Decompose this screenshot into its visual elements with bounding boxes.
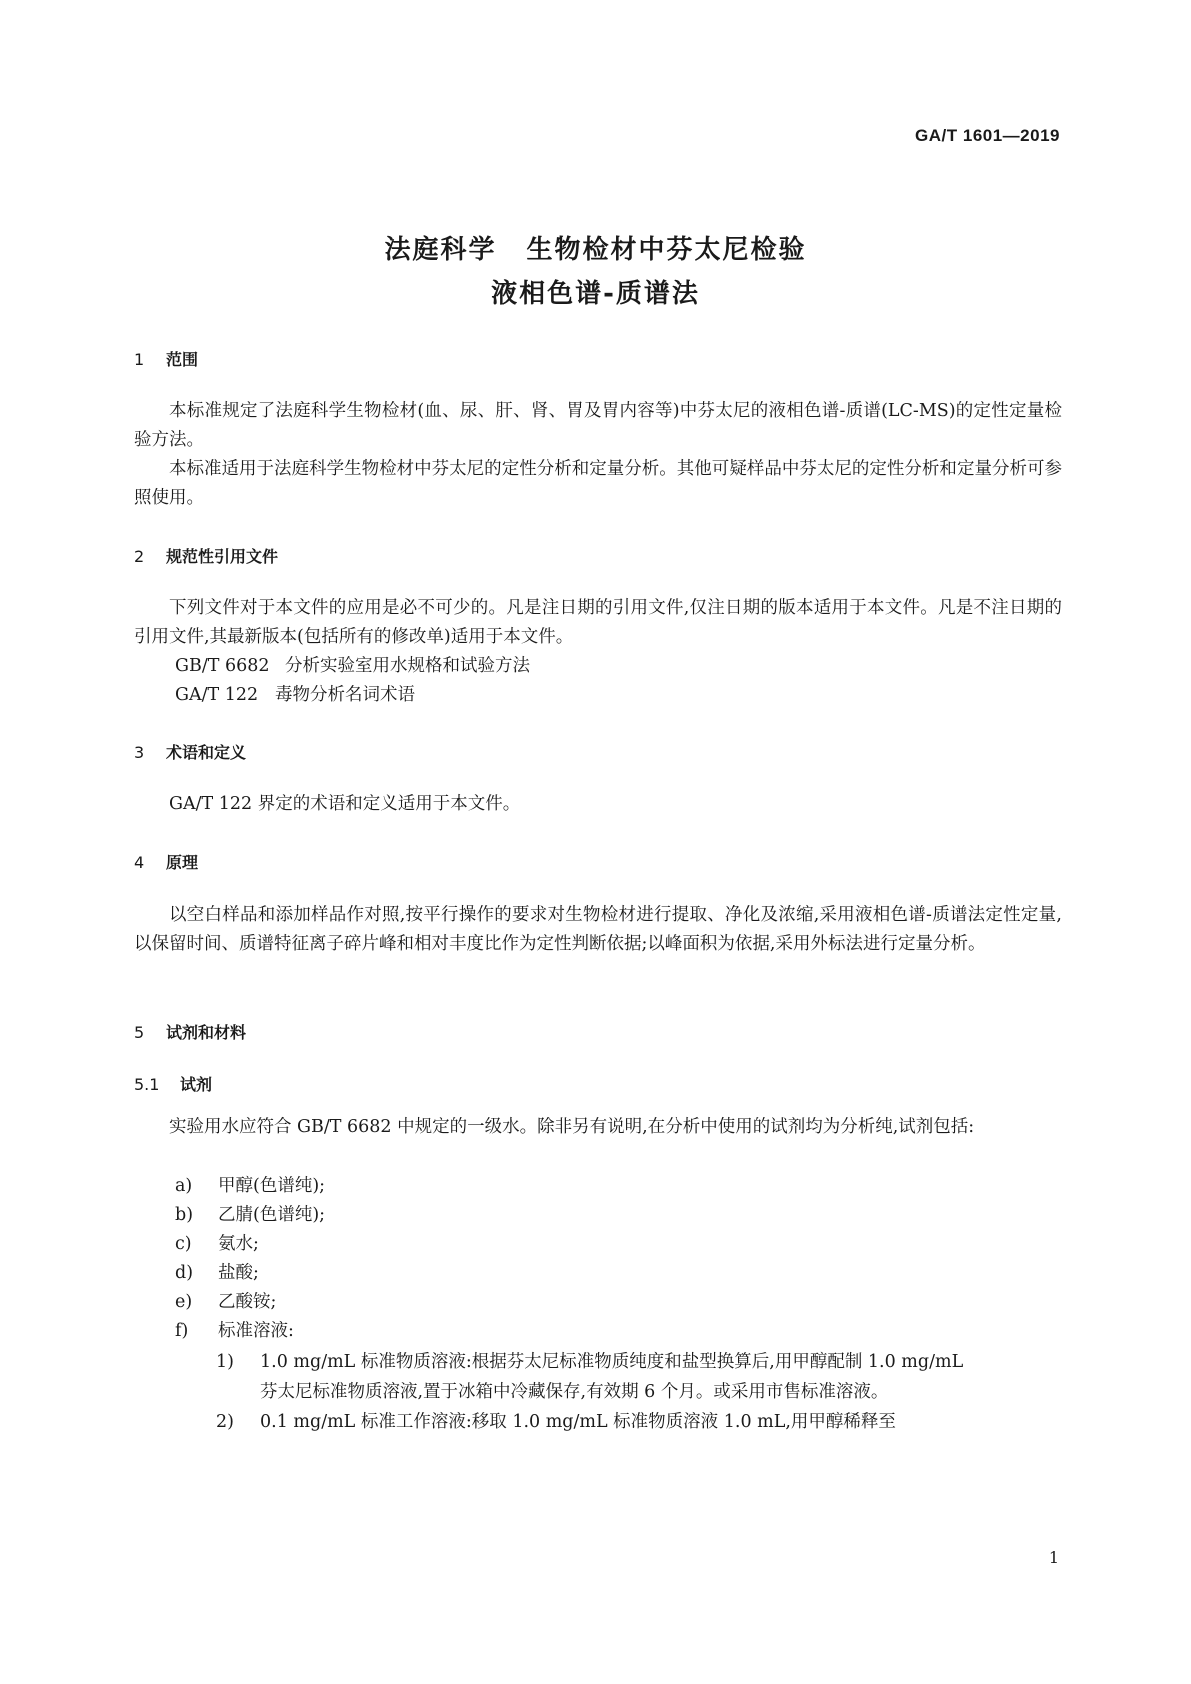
sub-list-item [216, 1407, 1062, 1437]
list-text: 氨水; [218, 1234, 259, 1254]
list-marker: f) [175, 1321, 189, 1341]
sub-list-marker: 1) [216, 1352, 234, 1372]
list-marker: c) [175, 1234, 192, 1254]
section-number: 2 [134, 547, 145, 566]
page-number: 1 [1048, 1548, 1059, 1567]
list-marker: e) [175, 1292, 193, 1312]
section-5-1-heading [134, 1072, 212, 1095]
title-part-2: 生物检材中芬太尼检验 [526, 235, 807, 265]
section-title: 原理 [166, 853, 199, 872]
section-number: 4 [134, 853, 145, 872]
list-text: 乙腈(色谱纯); [218, 1205, 326, 1225]
section-4-paragraph-1: 以空白样品和添加样品作对照,按平行操作的要求对生物检材进行提取、净化及浓缩,采用液相色谱-质谱法定性定量,以保留时间、质谱特征离子碎片峰和相对丰度比作为定性判断依据;以峰面积为依据,采用外标法进行定量分析。 [134, 905, 1062, 954]
sub-list-text-line-2: 芬太尼标准物质溶液,置于冰箱中冷藏保存,有效期 6 个月。或采用市售标准溶液。 [260, 1382, 889, 1402]
sub-list-text-line-1: 1.0 mg/mL 标准物质溶液:根据芬太尼标准物质纯度和盐型换算后,用甲醇配制 1.0 mg/mL [260, 1352, 964, 1372]
list-marker: b) [175, 1205, 194, 1225]
reference-item [175, 681, 415, 710]
section-number: 5 [134, 1023, 145, 1042]
section-number: 1 [134, 350, 145, 369]
reference-code: GB/T 6682 [175, 656, 270, 676]
list-text: 乙酸铵; [218, 1292, 277, 1312]
list-text: 标准溶液: [218, 1321, 294, 1341]
section-5-heading [134, 1020, 246, 1043]
list-marker: d) [175, 1263, 194, 1283]
title-line-1 [0, 228, 1191, 272]
section-title: 试剂 [180, 1075, 213, 1094]
standard-code: GA/T 1601—2019 [915, 126, 1060, 145]
list-item [175, 1172, 325, 1201]
section-1-paragraph-1: 本标准规定了法庭科学生物检材(血、尿、肝、肾、胃及胃内容等)中芬太尼的液相色谱-质谱(LC-MS)的定性定量检验方法。 [134, 401, 1062, 450]
section-title: 规范性引用文件 [166, 547, 279, 566]
list-item [175, 1201, 325, 1230]
title-line-2: 液相色谱-质谱法 [491, 279, 700, 309]
list-text: 甲醇(色谱纯); [218, 1176, 326, 1196]
reference-title: 分析实验室用水规格和试验方法 [285, 656, 530, 676]
section-3-heading [134, 740, 246, 763]
section-2-paragraph-1: 下列文件对于本文件的应用是必不可少的。凡是注日期的引用文件,仅注日期的版本适用于本文件。凡是不注日期的引用文件,其最新版本(包括所有的修改单)适用于本文件。 [134, 598, 1062, 647]
reference-code: GA/T 122 [175, 685, 259, 705]
list-item [175, 1288, 276, 1317]
section-5-1-paragraph-1: 实验用水应符合 GB/T 6682 中规定的一级水。除非另有说明,在分析中使用的试剂均为分析纯,试剂包括: [169, 1117, 975, 1137]
list-text: 盐酸; [218, 1263, 259, 1283]
reference-title: 毒物分析名词术语 [275, 685, 415, 705]
section-3-paragraph-1: GA/T 122 界定的术语和定义适用于本文件。 [169, 794, 521, 814]
section-title: 试剂和材料 [166, 1023, 247, 1042]
sub-list-item [216, 1347, 1062, 1407]
sub-list-marker: 2) [216, 1412, 234, 1432]
reference-item [175, 652, 530, 681]
list-item [175, 1230, 259, 1259]
section-title: 术语和定义 [166, 743, 247, 762]
section-1-heading [134, 347, 198, 370]
list-item [175, 1317, 294, 1346]
section-1-paragraph-2: 本标准适用于法庭科学生物检材中芬太尼的定性分析和定量分析。其他可疑样品中芬太尼的定性分析和定量分析可参照使用。 [134, 459, 1062, 508]
section-title: 范围 [166, 350, 199, 369]
section-number: 5.1 [134, 1075, 160, 1094]
list-marker: a) [175, 1176, 193, 1196]
section-2-heading [134, 544, 278, 567]
section-4-heading [134, 850, 198, 873]
document-title [0, 228, 1191, 316]
title-part-1: 法庭科学 [384, 235, 497, 265]
sub-list-text-line-1: 0.1 mg/mL 标准工作溶液:移取 1.0 mg/mL 标准物质溶液 1.0 mL,用甲醇稀释至 [260, 1412, 896, 1432]
section-number: 3 [134, 743, 145, 762]
list-item [175, 1259, 259, 1288]
